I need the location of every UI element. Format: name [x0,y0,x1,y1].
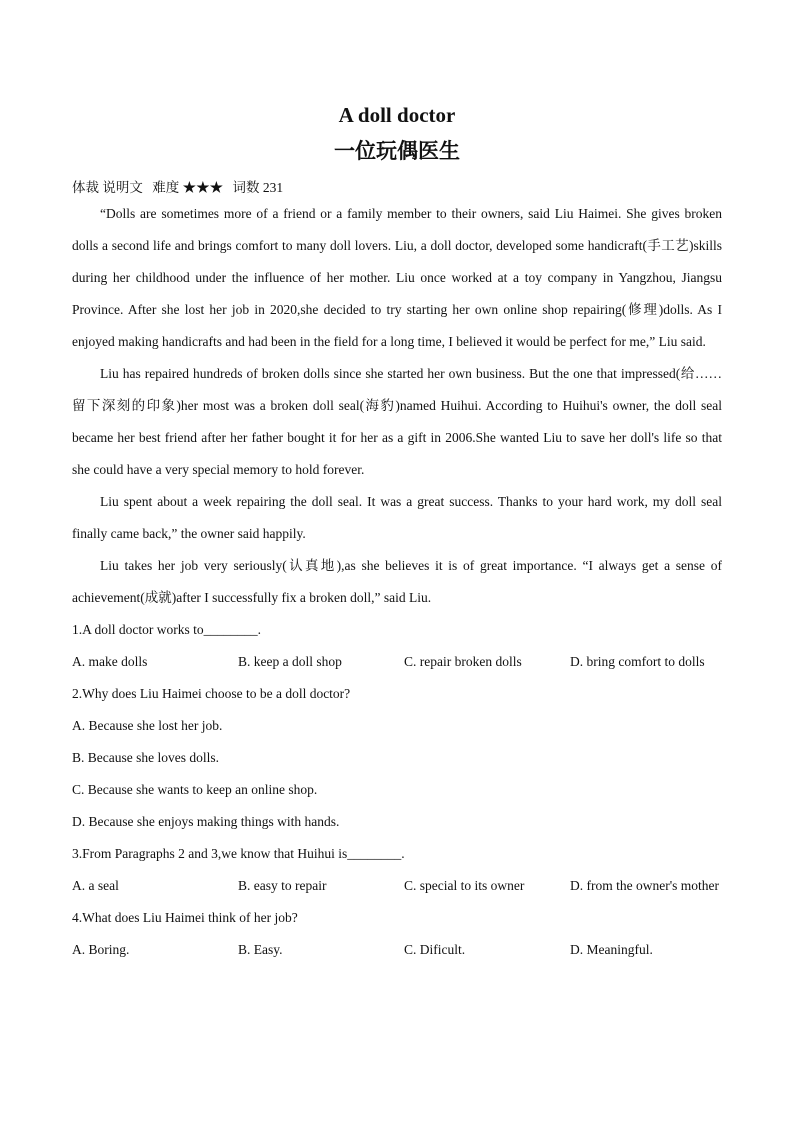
document-page [72,100,722,966]
options-row [72,870,722,902]
paragraph-3: Liu spent about a week repairing the doll seal. It was a great success. Thanks to your hard work, my doll seal finally came back,” the owner said happily. [72,494,722,541]
paragraph-1: “Dolls are sometimes more of a friend or a family member to their owners, said Liu Haimei. She gives broken dolls a second life and brings comfort to many doll lovers. Liu, a doll doctor, developed some handicraft(手工艺)skills during her childhood under the influence of her mother. Liu once worked at a toy company in Yangzhou, Jiangsu Province. After she lost her job in 2020,she decided to try starting her own online shop repairing(修理)dolls. As I enjoyed making handicrafts and had been in the field for a long time, I believed it would be perfect for me,” Liu said. [72,206,722,349]
reading-passage [72,198,722,614]
option-c: C. repair broken dolls [404,654,522,669]
option-c: C. special to its owner [404,878,525,893]
options-row [72,934,722,966]
option-d: D. from the owner's mother [570,878,720,893]
options-column [72,710,722,838]
question-stem: 1.A doll doctor works to________. [72,622,261,637]
paragraph-2: Liu has repaired hundreds of broken dolls since she started her own business. But the one that impressed(给……留下深刻的印象)her most was a broken doll seal(海豹)named Huihui. According to Huihui's owner, the doll seal became her best friend after her father bought it for her as a gift in 2006.She wanted Liu to save her doll's life so that she could have a very special memory to hold forever. [72,366,722,477]
page-subtitle: 一位玩偶医生 [334,139,460,163]
option-a: A. Because she lost her job. [72,718,223,733]
option-d: D. bring comfort to dolls [570,654,705,669]
option-c: C. Dificult. [404,942,466,957]
word-count-label: 词数 231 [232,180,284,195]
question-4 [72,902,722,966]
question-stem: 3.From Paragraphs 2 and 3,we know that Huihui is________. [72,846,405,861]
option-b: B. keep a doll shop [238,654,342,669]
option-b: B. Because she loves dolls. [72,750,219,765]
genre-label: 体裁 说明文 [72,180,143,195]
article-meta [72,178,722,198]
option-a: A. a seal [72,878,119,893]
option-b: B. Easy. [238,942,283,957]
question-1 [72,614,722,678]
option-c: C. Because she wants to keep an online shop. [72,782,318,797]
option-a: A. Boring. [72,942,130,957]
option-b: B. easy to repair [238,878,327,893]
page-title: A doll doctor [338,103,456,127]
question-2 [72,678,722,838]
paragraph-4: Liu takes her job very seriously(认真地),as she believes it is of great importance. “I always get a sense of achievement(成就)after I successfully fix a broken doll,” said Liu. [72,558,722,605]
question-3 [72,838,722,902]
difficulty-label: 难度 ★★★ [152,180,224,195]
question-stem: 4.What does Liu Haimei think of her job? [72,910,298,925]
options-row [72,646,722,678]
question-stem: 2.Why does Liu Haimei choose to be a doll doctor? [72,686,351,701]
option-d: D. Because she enjoys making things with hands. [72,814,340,829]
option-a: A. make dolls [72,654,148,669]
option-d: D. Meaningful. [570,942,653,957]
